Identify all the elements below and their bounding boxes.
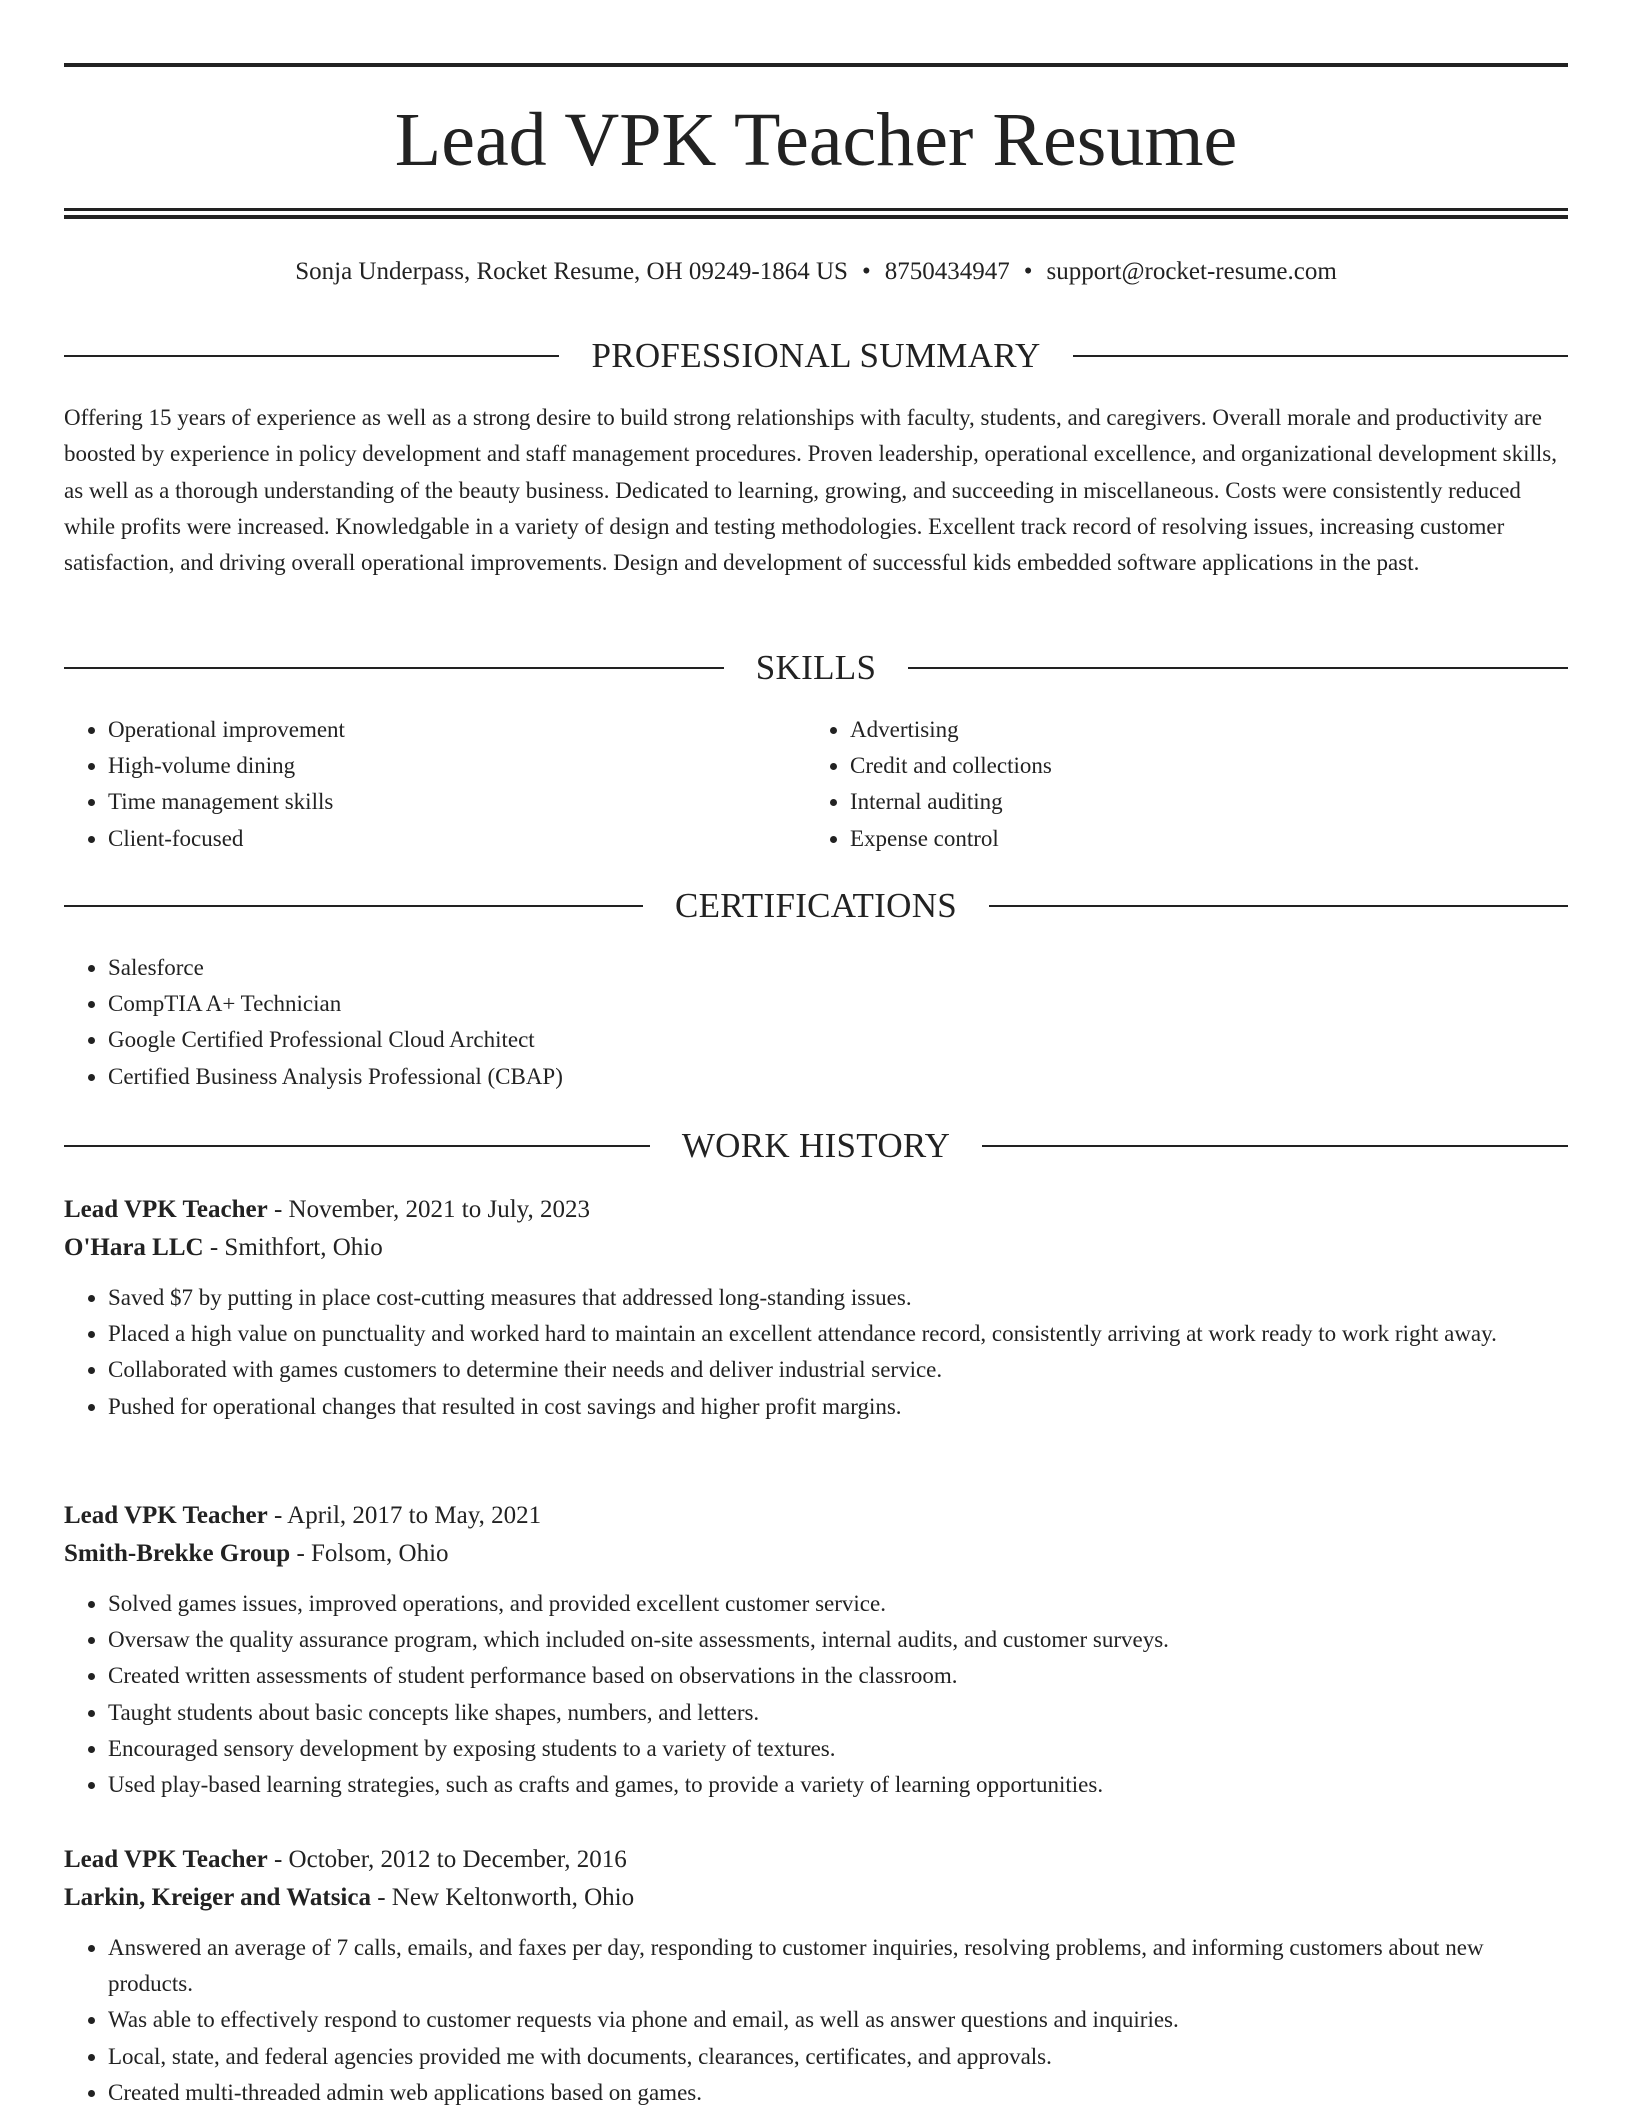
job-duties-list <box>64 1930 1568 2111</box>
job-role: Lead VPK Teacher <box>64 1502 268 1529</box>
section-heading-certifications <box>64 883 1568 929</box>
job-dates: - April, 2017 to May, 2021 <box>267 1502 542 1529</box>
skill-item: • Internal auditing <box>850 784 1548 820</box>
job-duty-item: • Collaborated with games customers to determine their needs and deliver industrial service. <box>108 1352 1568 1388</box>
heading-rule <box>908 667 1568 669</box>
section-title-certifications: CERTIFICATIONS <box>674 886 958 925</box>
certifications-list <box>64 950 1568 1095</box>
job-duty-item: • Saved $7 by putting in place cost-cutting measures that addressed long-standing issues. <box>108 1280 1568 1316</box>
job-duty-item: • Placed a high value on punctuality and worked hard to maintain an excellent attendance record, consistently arriving at work ready to work right away. <box>108 1316 1568 1352</box>
job-duty-item: • Created multi-threaded admin web applications based on games. <box>108 2075 1568 2111</box>
section-title-skills: SKILLS <box>755 648 877 687</box>
heading-rule <box>64 905 643 907</box>
job-dates: - November, 2021 to July, 2023 <box>267 1196 591 1223</box>
job-duties-list <box>64 1586 1568 1803</box>
contact-separator: • <box>1023 258 1033 285</box>
skill-item: • Expense control <box>850 821 1548 857</box>
job-duty-item: • Answered an average of 7 calls, emails, and faxes per day, responding to customer inquiries, resolving problems, and informing customers about new products. <box>108 1930 1568 2002</box>
job-company: O'Hara LLC <box>64 1234 204 1261</box>
job-duty-item: • Oversaw the quality assurance program, which included on-site assessments, internal audits, and customer surveys. <box>108 1622 1568 1658</box>
heading-rule <box>989 905 1568 907</box>
skill-item: • Advertising <box>850 712 1548 748</box>
skill-item: • High-volume dining <box>108 748 806 784</box>
contact-separator: • <box>861 258 871 285</box>
summary-text: Offering 15 years of experience as well as a strong desire to build strong relationships with faculty, students, and caregivers. Overall morale and productivity are boosted by experience in policy development and staff management procedures. Proven leadership, operational excellence, and organizational development skills, as well as a thorough understanding of the beauty business. Dedicated to learning, growing, and succeeding in miscellaneous. Costs were consistently reduced while profits were increased. Knowledgable in a variety of design and testing methodologies. Excellent track record of resolving issues, increasing customer satisfaction, and driving overall operational improvements. Design and development of successful kids embedded software applications in the past. <box>64 405 1558 576</box>
job-role: Lead VPK Teacher <box>64 1846 268 1873</box>
contact-phone: 8750434947 <box>884 258 1010 285</box>
job-role: Lead VPK Teacher <box>64 1196 268 1223</box>
skill-item: • Credit and collections <box>850 748 1548 784</box>
job-entry <box>64 1841 1568 2111</box>
job-duty-item: • Was able to effectively respond to customer requests via phone and email, as well as answer questions and inquiries. <box>108 2002 1568 2038</box>
job-location: - New Keltonworth, Ohio <box>370 1884 635 1911</box>
contact-line <box>64 252 1568 292</box>
skills-column-right <box>806 712 1548 857</box>
skill-item: • Client-focused <box>108 821 806 857</box>
contact-email: support@rocket-resume.com <box>1046 258 1337 285</box>
job-company-line <box>64 1229 1568 1267</box>
skill-item: • Operational improvement <box>108 712 806 748</box>
job-title-line <box>64 1497 1568 1535</box>
job-duty-item: • Used play-based learning strategies, such as crafts and games, to provide a variety of learning opportunities. <box>108 1767 1568 1803</box>
job-dates: - October, 2012 to December, 2016 <box>267 1846 627 1873</box>
heading-rule <box>1073 355 1568 357</box>
resume-title: Lead VPK Teacher Resume <box>394 98 1238 182</box>
job-entry <box>64 1191 1568 1425</box>
job-company: Larkin, Kreiger and Watsica <box>64 1884 371 1911</box>
job-location: - Folsom, Ohio <box>290 1540 449 1567</box>
title-double-rule <box>64 208 1568 219</box>
job-duties-list <box>64 1280 1568 1425</box>
certification-item: • Salesforce <box>108 950 1568 986</box>
job-company-line <box>64 1535 1568 1573</box>
job-entry <box>64 1497 1568 1803</box>
skill-item: • Time management skills <box>108 784 806 820</box>
job-duty-item: • Encouraged sensory development by exposing students to a variety of textures. <box>108 1731 1568 1767</box>
section-heading-summary <box>64 333 1568 379</box>
certification-item: • CompTIA A+ Technician <box>108 986 1568 1022</box>
section-heading-skills <box>64 645 1568 691</box>
job-company-line <box>64 1879 1568 1917</box>
section-title-summary: PROFESSIONAL SUMMARY <box>591 336 1041 375</box>
heading-rule <box>64 1145 650 1147</box>
job-duty-item: • Taught students about basic concepts like shapes, numbers, and letters. <box>108 1695 1568 1731</box>
skills-list <box>64 712 1568 857</box>
heading-rule <box>64 667 724 669</box>
certification-item: • Google Certified Professional Cloud Architect <box>108 1022 1568 1058</box>
section-title-work-history: WORK HISTORY <box>681 1126 951 1165</box>
certification-item: • Certified Business Analysis Professional (CBAP) <box>108 1059 1568 1095</box>
top-rule <box>64 63 1568 67</box>
job-duty-item: • Solved games issues, improved operations, and provided excellent customer service. <box>108 1586 1568 1622</box>
job-title-line <box>64 1841 1568 1879</box>
job-title-line <box>64 1191 1568 1229</box>
job-location: - Smithfort, Ohio <box>203 1234 383 1261</box>
contact-address: Sonja Underpass, Rocket Resume, OH 09249-1864 US <box>295 258 848 285</box>
heading-rule <box>982 1145 1568 1147</box>
skills-column-left <box>64 712 806 857</box>
job-company: Smith-Brekke Group <box>64 1540 291 1567</box>
heading-rule <box>64 355 559 357</box>
job-duty-item: • Local, state, and federal agencies provided me with documents, clearances, certificates, and approvals. <box>108 2039 1568 2075</box>
job-duty-item: • Pushed for operational changes that resulted in cost savings and higher profit margins. <box>108 1389 1568 1425</box>
job-duty-item: • Created written assessments of student performance based on observations in the classroom. <box>108 1658 1568 1694</box>
section-heading-work-history <box>64 1123 1568 1169</box>
